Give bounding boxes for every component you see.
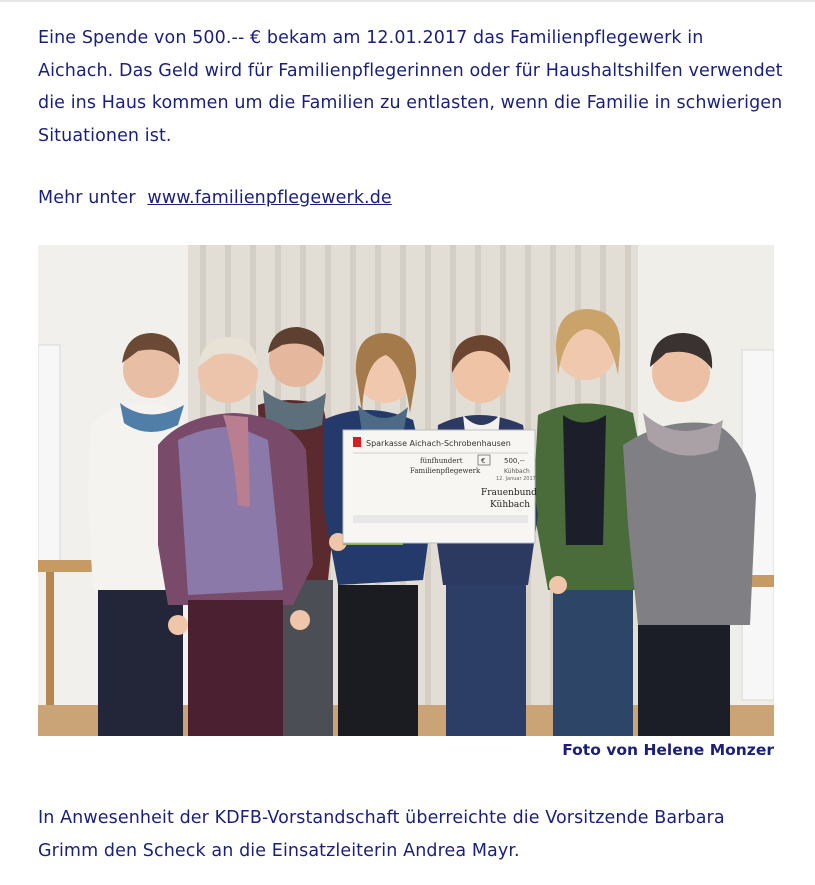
more-info-line: [38, 182, 783, 215]
donation-cheque: [343, 430, 537, 543]
cheque-issuer-line1: Frauenbund: [481, 488, 537, 498]
intro-paragraph: Eine Spende von 500.-- € bekam am 12.01.2017 das Familienpflegewerk in Aichach. Das Geld wird für Familienpflegerinnen oder für Haushaltshilfen verwendet die ins Haus kommen um die Familien zu entlasten, wenn die Familie in schwierigen Situationen ist.: [38, 28, 783, 146]
cheque-currency: €: [481, 457, 486, 465]
top-divider: [0, 0, 815, 2]
photo-caption: Foto von Helene Monzer: [562, 741, 774, 759]
closing-paragraph: In Anwesenheit der KDFB-Vorstandschaft überreichte die Vorsitzende Barbara Grimm den Scheck an die Einsatzleiterin Andrea Mayr.: [38, 808, 725, 861]
cheque-place: Kühbach: [504, 468, 530, 475]
group-photo-illustration: [38, 245, 774, 736]
more-info-prefix: Mehr unter: [38, 188, 136, 208]
cheque-bank-name: Sparkasse Aichach-Schrobenhausen: [366, 439, 511, 448]
group-photo: [38, 245, 774, 736]
cheque-date: 12. Januar 2017: [496, 476, 536, 482]
cheque-payee: Familienpflegewerk: [410, 467, 481, 475]
cheque-issuer-line2: Kühbach: [490, 500, 531, 510]
website-link[interactable]: www.familienpflegewerk.de: [147, 188, 392, 208]
cheque-amount-words: fünfhundert: [420, 457, 463, 465]
cheque-amount: 500,--: [504, 457, 525, 465]
